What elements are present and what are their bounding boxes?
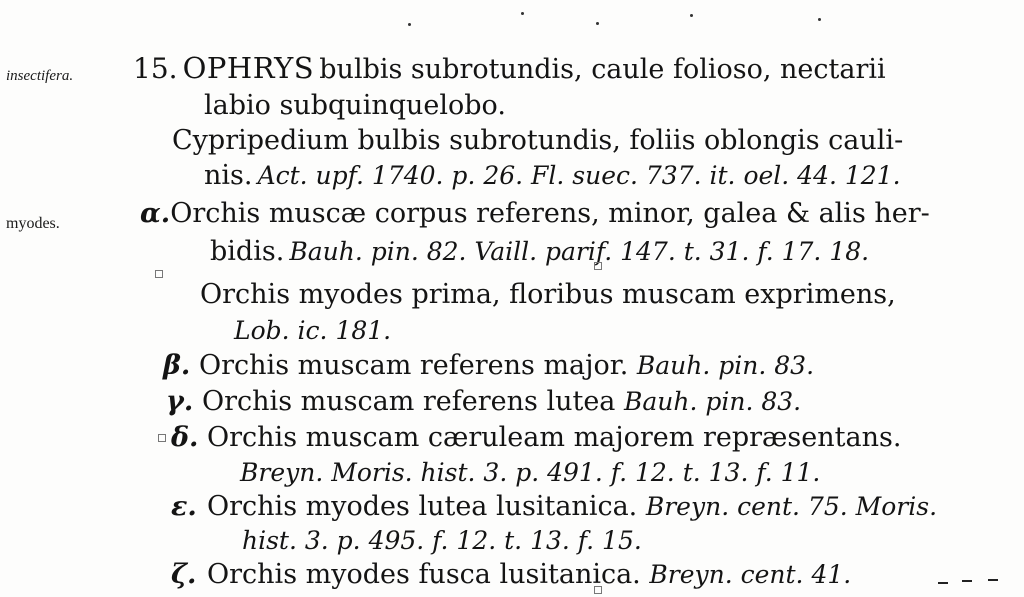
variety-gamma [166, 388, 801, 415]
variety-marker-zeta: ζ. [171, 559, 197, 590]
entry-heading-line [133, 51, 886, 85]
scan-artifact-dash [938, 582, 948, 584]
synonym-line-2-text: nis. [204, 160, 253, 191]
alpha-synonym-reference: Lob. ic. 181. [234, 316, 392, 345]
scan-artifact-speck [818, 18, 821, 21]
diagnosis-line-1: bulbis subrotundis, caule folioso, nectarii [319, 54, 886, 85]
variety-alpha-line-2 [210, 238, 869, 265]
scan-artifact-box [155, 270, 163, 278]
scan-artifact-dash [962, 580, 972, 582]
variety-beta-reference: Bauh. pin. 83. [636, 351, 815, 380]
scan-artifact-box [594, 586, 602, 594]
genus-name: OPHRYS [182, 51, 315, 85]
variety-marker-delta: δ. [171, 422, 199, 453]
variety-beta-text: Orchis muscam referens major. [199, 350, 629, 381]
margin-label-insectifera: insectifera. [6, 68, 74, 84]
variety-delta-reference: Breyn. Moris. hist. 3. p. 491. f. 12. t. 13. f. 11. [240, 458, 821, 487]
scan-artifact-speck [690, 14, 693, 17]
variety-epsilon-text: Orchis myodes lutea lusitanica. [207, 491, 638, 522]
variety-epsilon [171, 493, 937, 520]
variety-beta [163, 352, 814, 379]
variety-zeta [171, 561, 851, 588]
scan-artifact-speck [408, 23, 411, 26]
variety-epsilon-reference: Breyn. cent. 75. Moris. [645, 492, 938, 521]
variety-marker-alpha: α. [140, 198, 171, 229]
scan-artifact-box [594, 262, 602, 270]
variety-delta-text: Orchis muscam cæruleam majorem repræsentans. [207, 422, 902, 453]
scan-artifact-speck [521, 12, 524, 15]
margin-label-myodes: myodes. [6, 215, 60, 232]
variety-gamma-reference: Bauh. pin. 83. [624, 387, 802, 416]
variety-marker-epsilon: ε. [171, 491, 197, 522]
variety-zeta-text: Orchis myodes fusca lusitanica. [207, 559, 641, 590]
variety-epsilon-reference-2: hist. 3. p. 495. f. 12. t. 13. f. 15. [242, 526, 642, 555]
scan-artifact-dash [988, 579, 998, 581]
scan-artifact-box [158, 434, 166, 442]
alpha-synonym-line-1: Orchis myodes prima, floribus muscam exprimens, [200, 279, 896, 310]
variety-alpha-text: Orchis muscæ corpus referens, minor, galea & alis her- [170, 198, 930, 229]
variety-delta [171, 424, 901, 451]
synonym-reference: Act. upf. 1740. p. 26. Fl. suec. 737. it. oel. 44. 121. [257, 161, 901, 190]
diagnosis-line-2: labio subquinquelobo. [204, 90, 506, 121]
entry-number: 15. [133, 52, 178, 85]
variety-marker-beta: β. [163, 350, 191, 381]
variety-gamma-text: Orchis muscam referens lutea [202, 386, 616, 417]
synonym-line-2 [204, 162, 901, 189]
variety-zeta-reference: Breyn. cent. 41. [649, 560, 852, 589]
variety-alpha-line-1 [140, 200, 930, 227]
variety-alpha-text-2: bidis. [210, 236, 285, 267]
synonym-line-1: Cypripedium bulbis subrotundis, foliis oblongis cauli- [172, 125, 904, 156]
scan-artifact-speck [596, 22, 599, 25]
variety-alpha-reference: Bauh. pin. 82. Vaill. parif. 147. t. 31. f. 17. 18. [289, 237, 870, 266]
variety-marker-gamma: γ. [166, 386, 194, 417]
